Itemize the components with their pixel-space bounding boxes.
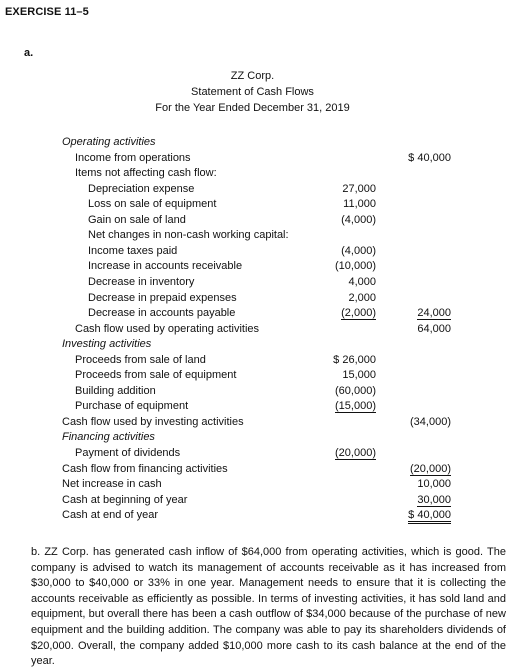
statement-row: [0, 508, 520, 523]
statement-row: [0, 228, 520, 243]
row-label: Decrease in inventory: [88, 275, 195, 288]
statement-row: [0, 166, 520, 181]
detail-amount: 15,000: [342, 369, 376, 382]
total-amount: $ 40,000: [408, 509, 451, 524]
detail-amount: 11,000: [343, 198, 376, 211]
detail-amount: 4,000: [348, 275, 376, 288]
total-amount: $ 40,000: [408, 151, 451, 164]
row-label: Cash flow used by operating activities: [75, 322, 260, 335]
statement-row: [0, 368, 520, 383]
section-heading: Financing activities: [62, 431, 155, 444]
detail-amount: (4,000): [341, 213, 376, 226]
section-heading: Investing activities: [62, 338, 152, 351]
row-label: Income taxes paid: [88, 244, 178, 257]
row-label: Loss on sale of equipment: [88, 198, 217, 211]
row-label: Net changes in non-cash working capital:: [88, 229, 289, 242]
statement-row: [0, 322, 520, 337]
detail-amount: 2,000: [348, 291, 376, 304]
total-amount: 24,000: [417, 307, 451, 320]
section-heading: Operating activities: [62, 136, 156, 148]
statement-row: [0, 213, 520, 228]
row-label: Proceeds from sale of equipment: [75, 369, 237, 382]
statement-period: For the Year Ended December 31, 2019: [155, 102, 350, 114]
statement-row: [0, 384, 520, 399]
company-name: ZZ Corp.: [230, 70, 275, 82]
row-label: Increase in accounts receivable: [88, 260, 243, 273]
row-label: Proceeds from sale of land: [75, 353, 206, 366]
row-label: Cash at end of year: [62, 509, 159, 522]
statement-row: [0, 477, 520, 492]
total-amount: 64,000: [417, 322, 451, 335]
row-label: Cash flow from financing activities: [62, 462, 228, 475]
statement-row: [0, 275, 520, 290]
row-label: Decrease in prepaid expenses: [88, 291, 237, 304]
detail-amount: (20,000): [335, 447, 376, 459]
statement-row: [0, 493, 520, 508]
statement-row: [0, 259, 520, 274]
total-amount: (20,000): [410, 462, 451, 475]
statement-row: [0, 353, 520, 368]
total-amount: 30,000: [417, 493, 451, 506]
statement-row: [0, 399, 520, 414]
statement-row: [0, 135, 520, 150]
statement-title: Statement of Cash Flows: [191, 86, 314, 98]
statement-row: [0, 415, 520, 430]
statement-row: [0, 306, 520, 321]
exercise-title: EXERCISE 11–5: [5, 6, 89, 18]
part-b-paragraph: b. ZZ Corp. has generated cash inflow of $64,000 from operating activities, which is good. The company is advised to watch its management of accounts receivable as it has increased from $30,000 to $40,000 or 33% in one year. Management needs to ensure that it is collecting the accounts receivable as efficiently as possible. In terms of investing activities, it has sold land and equipment, but overall there has been a cash outflow of $34,000 because of the purchase of new equipment and the building addition. The company was able to pay its shareholders dividends of $20,000. Overall, the company added $10,000 more cash to its cash balance at the end of the year.: [31, 546, 506, 668]
detail-amount: (2,000): [341, 307, 376, 320]
detail-amount: (60,000): [335, 384, 376, 397]
part-a-label: a.: [24, 47, 34, 59]
row-label: Income from operations: [75, 151, 191, 164]
row-label: Decrease in accounts payable: [88, 307, 236, 320]
detail-amount: (4,000): [341, 244, 376, 257]
total-amount: 10,000: [417, 478, 451, 491]
total-amount: (34,000): [410, 415, 451, 428]
row-label: Depreciation expense: [88, 182, 195, 195]
detail-amount: (10,000): [335, 260, 376, 273]
statement-row: [0, 291, 520, 306]
row-label: Building addition: [75, 384, 156, 397]
statement-row: [0, 337, 520, 352]
row-label: Net increase in cash: [62, 478, 162, 491]
statement-row: [0, 151, 520, 166]
statement-row: [0, 430, 520, 445]
row-label: Cash flow used by investing activities: [62, 415, 244, 428]
statement-row: [0, 197, 520, 212]
row-label: Cash at beginning of year: [62, 493, 188, 506]
row-label: Items not affecting cash flow:: [75, 167, 217, 180]
row-label: Gain on sale of land: [88, 213, 186, 226]
detail-amount: (15,000): [335, 400, 376, 413]
statement-row: [0, 244, 520, 259]
detail-amount: 27,000: [342, 182, 376, 195]
statement-row: [0, 462, 520, 477]
statement-row: [0, 446, 520, 461]
row-label: Purchase of equipment: [75, 400, 189, 413]
statement-row: [0, 182, 520, 197]
detail-amount: $ 26,000: [333, 353, 376, 366]
row-label: Payment of dividends: [75, 447, 181, 459]
